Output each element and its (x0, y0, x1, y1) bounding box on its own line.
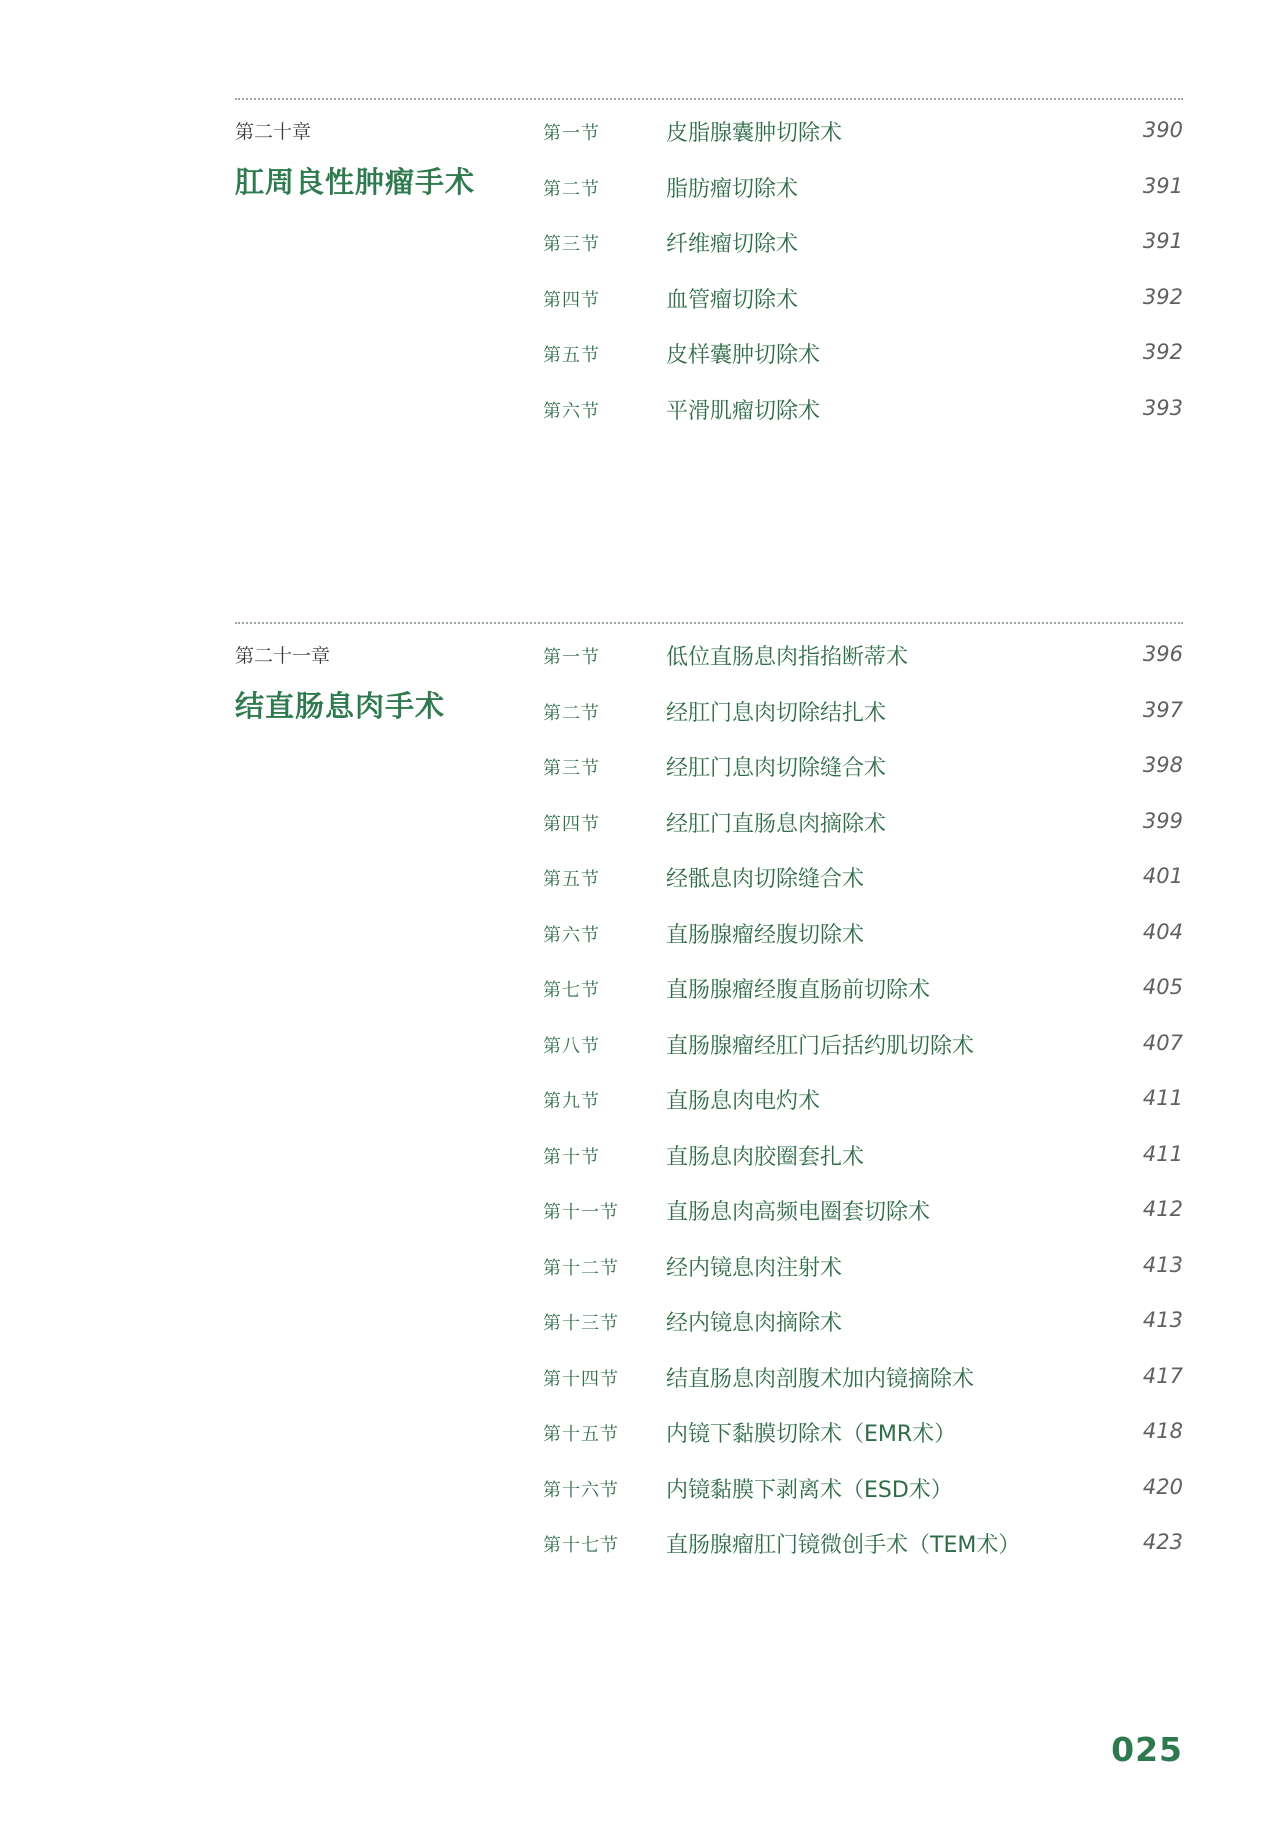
section-number: 第四节 (543, 813, 600, 835)
section-title: 内镜下黏膜切除术（EMR术） (666, 1422, 957, 1447)
section-page-ref: 412 (1142, 1197, 1183, 1221)
section-title: 经内镜息肉摘除术 (666, 1311, 843, 1336)
section-page-ref: 391 (1142, 229, 1183, 253)
section-title: 直肠息肉胶圈套扎术 (666, 1144, 865, 1170)
section-title: 经肛门直肠息肉摘除术 (666, 811, 887, 837)
chapter-title: 结直肠息肉手术 (235, 689, 446, 723)
section-title: 内镜黏膜下剥离术（ESD术） (666, 1477, 953, 1503)
section-page-ref: 404 (1142, 919, 1183, 944)
chapter-number: 第二十一章 (235, 645, 331, 667)
section-title: 经肛门息肉切除缝合术 (666, 756, 887, 781)
toc-entry[interactable] (543, 265, 1183, 321)
section-title: 皮脂腺囊肿切除术 (666, 121, 843, 146)
chapter-number: 第二十章 (235, 121, 312, 143)
section-title: 经骶息肉切除缝合术 (666, 867, 865, 892)
section-number: 第九节 (543, 1091, 600, 1112)
section-number: 第十四节 (543, 1368, 619, 1390)
section-title: 直肠腺瘤经腹切除术 (666, 922, 865, 948)
section-number: 第五节 (543, 869, 600, 890)
section-title: 结直肠息肉剖腹术加内镜摘除术 (666, 1366, 975, 1392)
toc-entry[interactable] (543, 1288, 1183, 1344)
section-number: 第四节 (543, 289, 600, 311)
section-number: 第二节 (543, 702, 600, 724)
toc-entry[interactable] (543, 622, 1183, 678)
section-number: 第一节 (543, 123, 600, 144)
section-number: 第六节 (543, 400, 600, 422)
section-number: 第十一节 (543, 1202, 619, 1223)
section-number: 第三节 (543, 758, 600, 779)
toc-entry[interactable] (543, 1455, 1183, 1511)
toc-entry[interactable] (543, 1066, 1183, 1122)
section-page-ref: 392 (1142, 340, 1183, 364)
toc-entry[interactable] (543, 1233, 1183, 1289)
toc-entry[interactable] (543, 98, 1183, 154)
section-title: 平滑肌瘤切除术 (666, 398, 821, 424)
section-title: 血管瘤切除术 (666, 287, 799, 313)
section-page-ref: 390 (1142, 118, 1183, 142)
section-title: 纤维瘤切除术 (666, 232, 799, 257)
section-page-ref: 417 (1142, 1363, 1183, 1388)
section-title: 直肠腺瘤肛门镜微创手术（TEM术） (666, 1533, 1021, 1558)
section-page-ref: 398 (1142, 753, 1183, 777)
section-number: 第一节 (543, 647, 600, 668)
section-number: 第十六节 (543, 1479, 619, 1501)
page-number: 025 (1111, 1730, 1183, 1769)
toc-entry[interactable] (543, 844, 1183, 900)
section-title: 直肠腺瘤经肛门后括约肌切除术 (666, 1033, 975, 1059)
toc-entry[interactable] (543, 1177, 1183, 1233)
section-page-ref: 405 (1142, 975, 1183, 999)
section-title: 经内镜息肉注射术 (666, 1255, 843, 1281)
section-number: 第十五节 (543, 1424, 619, 1445)
section-number: 第七节 (543, 980, 600, 1001)
section-title: 低位直肠息肉指掐断蒂术 (666, 645, 909, 670)
section-title: 直肠腺瘤经腹直肠前切除术 (666, 978, 931, 1003)
section-page-ref: 407 (1142, 1030, 1183, 1055)
section-number: 第十七节 (543, 1535, 619, 1556)
section-title: 直肠息肉电灼术 (666, 1089, 821, 1114)
section-page-ref: 413 (1142, 1252, 1183, 1277)
section-page-ref: 391 (1142, 173, 1183, 198)
section-page-ref: 401 (1142, 864, 1183, 888)
section-page-ref: 393 (1142, 395, 1183, 420)
section-title: 经肛门息肉切除结扎术 (666, 700, 887, 726)
section-title: 直肠息肉高频电圈套切除术 (666, 1200, 931, 1225)
section-page-ref: 423 (1142, 1530, 1183, 1554)
section-number: 第十三节 (543, 1313, 619, 1334)
section-page-ref: 411 (1142, 1141, 1183, 1166)
section-number: 第二节 (543, 178, 600, 200)
section-page-ref: 399 (1142, 808, 1183, 833)
toc-entry[interactable] (543, 320, 1183, 376)
toc-entry[interactable] (543, 900, 1183, 956)
toc-entry[interactable] (543, 376, 1183, 432)
toc-entry[interactable] (543, 789, 1183, 845)
toc-entry[interactable] (543, 678, 1183, 734)
section-number: 第十节 (543, 1146, 600, 1168)
section-page-ref: 418 (1142, 1419, 1183, 1443)
section-page-ref: 420 (1142, 1474, 1183, 1499)
section-page-ref: 396 (1142, 642, 1183, 666)
toc-entry[interactable] (543, 733, 1183, 789)
section-number: 第三节 (543, 234, 600, 255)
toc-entry[interactable] (543, 1510, 1183, 1566)
toc-entry[interactable] (543, 209, 1183, 265)
toc-entry[interactable] (543, 1122, 1183, 1178)
section-page-ref: 397 (1142, 697, 1183, 722)
section-page-ref: 392 (1142, 284, 1183, 309)
toc-entry[interactable] (543, 1344, 1183, 1400)
toc-entry[interactable] (543, 154, 1183, 210)
toc-entry[interactable] (543, 1399, 1183, 1455)
section-number: 第八节 (543, 1035, 600, 1057)
chapter-title: 肛周良性肿瘤手术 (235, 165, 476, 199)
section-page-ref: 411 (1142, 1086, 1183, 1110)
section-title: 脂肪瘤切除术 (666, 176, 799, 202)
section-number: 第五节 (543, 345, 600, 366)
section-page-ref: 413 (1142, 1308, 1183, 1332)
toc-entry[interactable] (543, 955, 1183, 1011)
section-title: 皮样囊肿切除术 (666, 343, 821, 368)
toc-entry[interactable] (543, 1011, 1183, 1067)
section-number: 第十二节 (543, 1257, 619, 1279)
section-number: 第六节 (543, 924, 600, 946)
